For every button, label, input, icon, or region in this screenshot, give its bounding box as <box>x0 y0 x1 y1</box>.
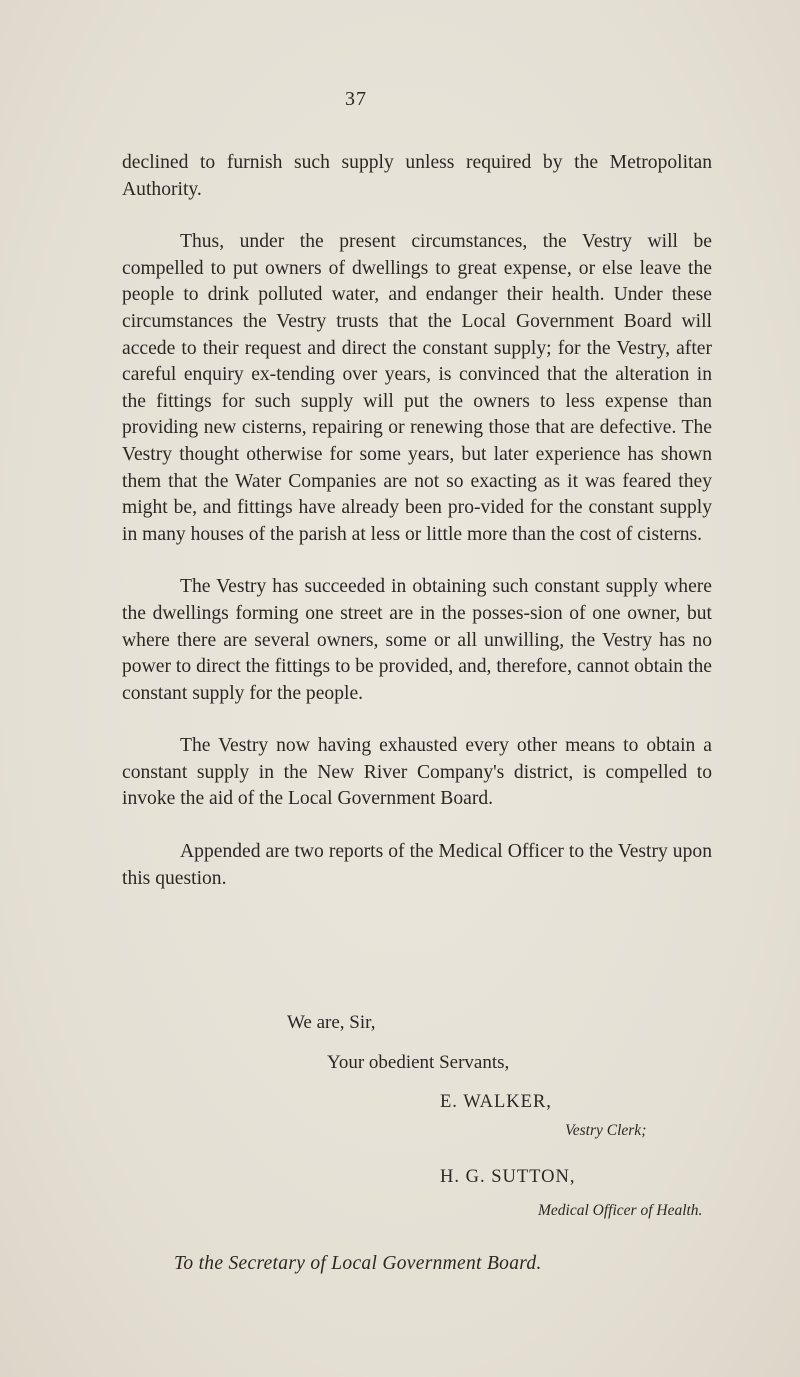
paragraph-succeeded: The Vestry has succeeded in obtaining such constant supply where the dwellings forming one street are in the posses-sion of one owner, but where there are several owners, some or all unwilling, the Vestry has no power to direct the fittings to be provided, and, therefore, cannot obtain the constant supply for the people. <box>122 576 712 704</box>
paragraph-exhausted: The Vestry now having exhausted every other means to obtain a constant supply in the New River Company's district, is compelled to invoke the aid of the Local Government Board. <box>122 735 712 810</box>
paragraph-appended: Appended are two reports of the Medical Officer to the Vestry upon this question. <box>122 841 712 889</box>
signer-title-vestry-clerk: Vestry Clerk; <box>565 1122 647 1139</box>
page-number: 37 <box>345 88 367 110</box>
signer-title-medical-officer: Medical Officer of Health. <box>538 1202 703 1219</box>
paragraph-continuation: declined to furnish such supply unless required by the Metropolitan Authority. <box>122 152 712 200</box>
signer-name-walker: E. WALKER, <box>440 1092 552 1112</box>
paragraph-circumstances: Thus, under the present circumstances, the Vestry will be compelled to put owners of dwellings to great expense, or else leave the people to drink polluted water, and endanger their health. Under these circumstances the Vestry trusts that the Local Government Board will accede to their request and direct the constant supply; for the Vestry, after careful enquiry ex-tending over years, is convinced that the alteration in the fittings for such supply will put the owners to less expense than providing new cisterns, repairing or renewing those that are defective. The Vestry thought otherwise for some years, but later experience has shown them that the Water Companies are not so exacting as it was feared they might be, and fittings have already been pro-vided for the constant supply in many houses of the parish at less or little more than the cost of cisterns. <box>122 231 712 545</box>
closing-line: Your obedient Servants, <box>327 1052 510 1073</box>
signer-name-sutton: H. G. SUTTON, <box>440 1167 576 1187</box>
salutation: We are, Sir, <box>287 1012 376 1033</box>
addressee: To the Secretary of Local Government Board. <box>174 1253 542 1274</box>
letter-body <box>122 150 712 892</box>
